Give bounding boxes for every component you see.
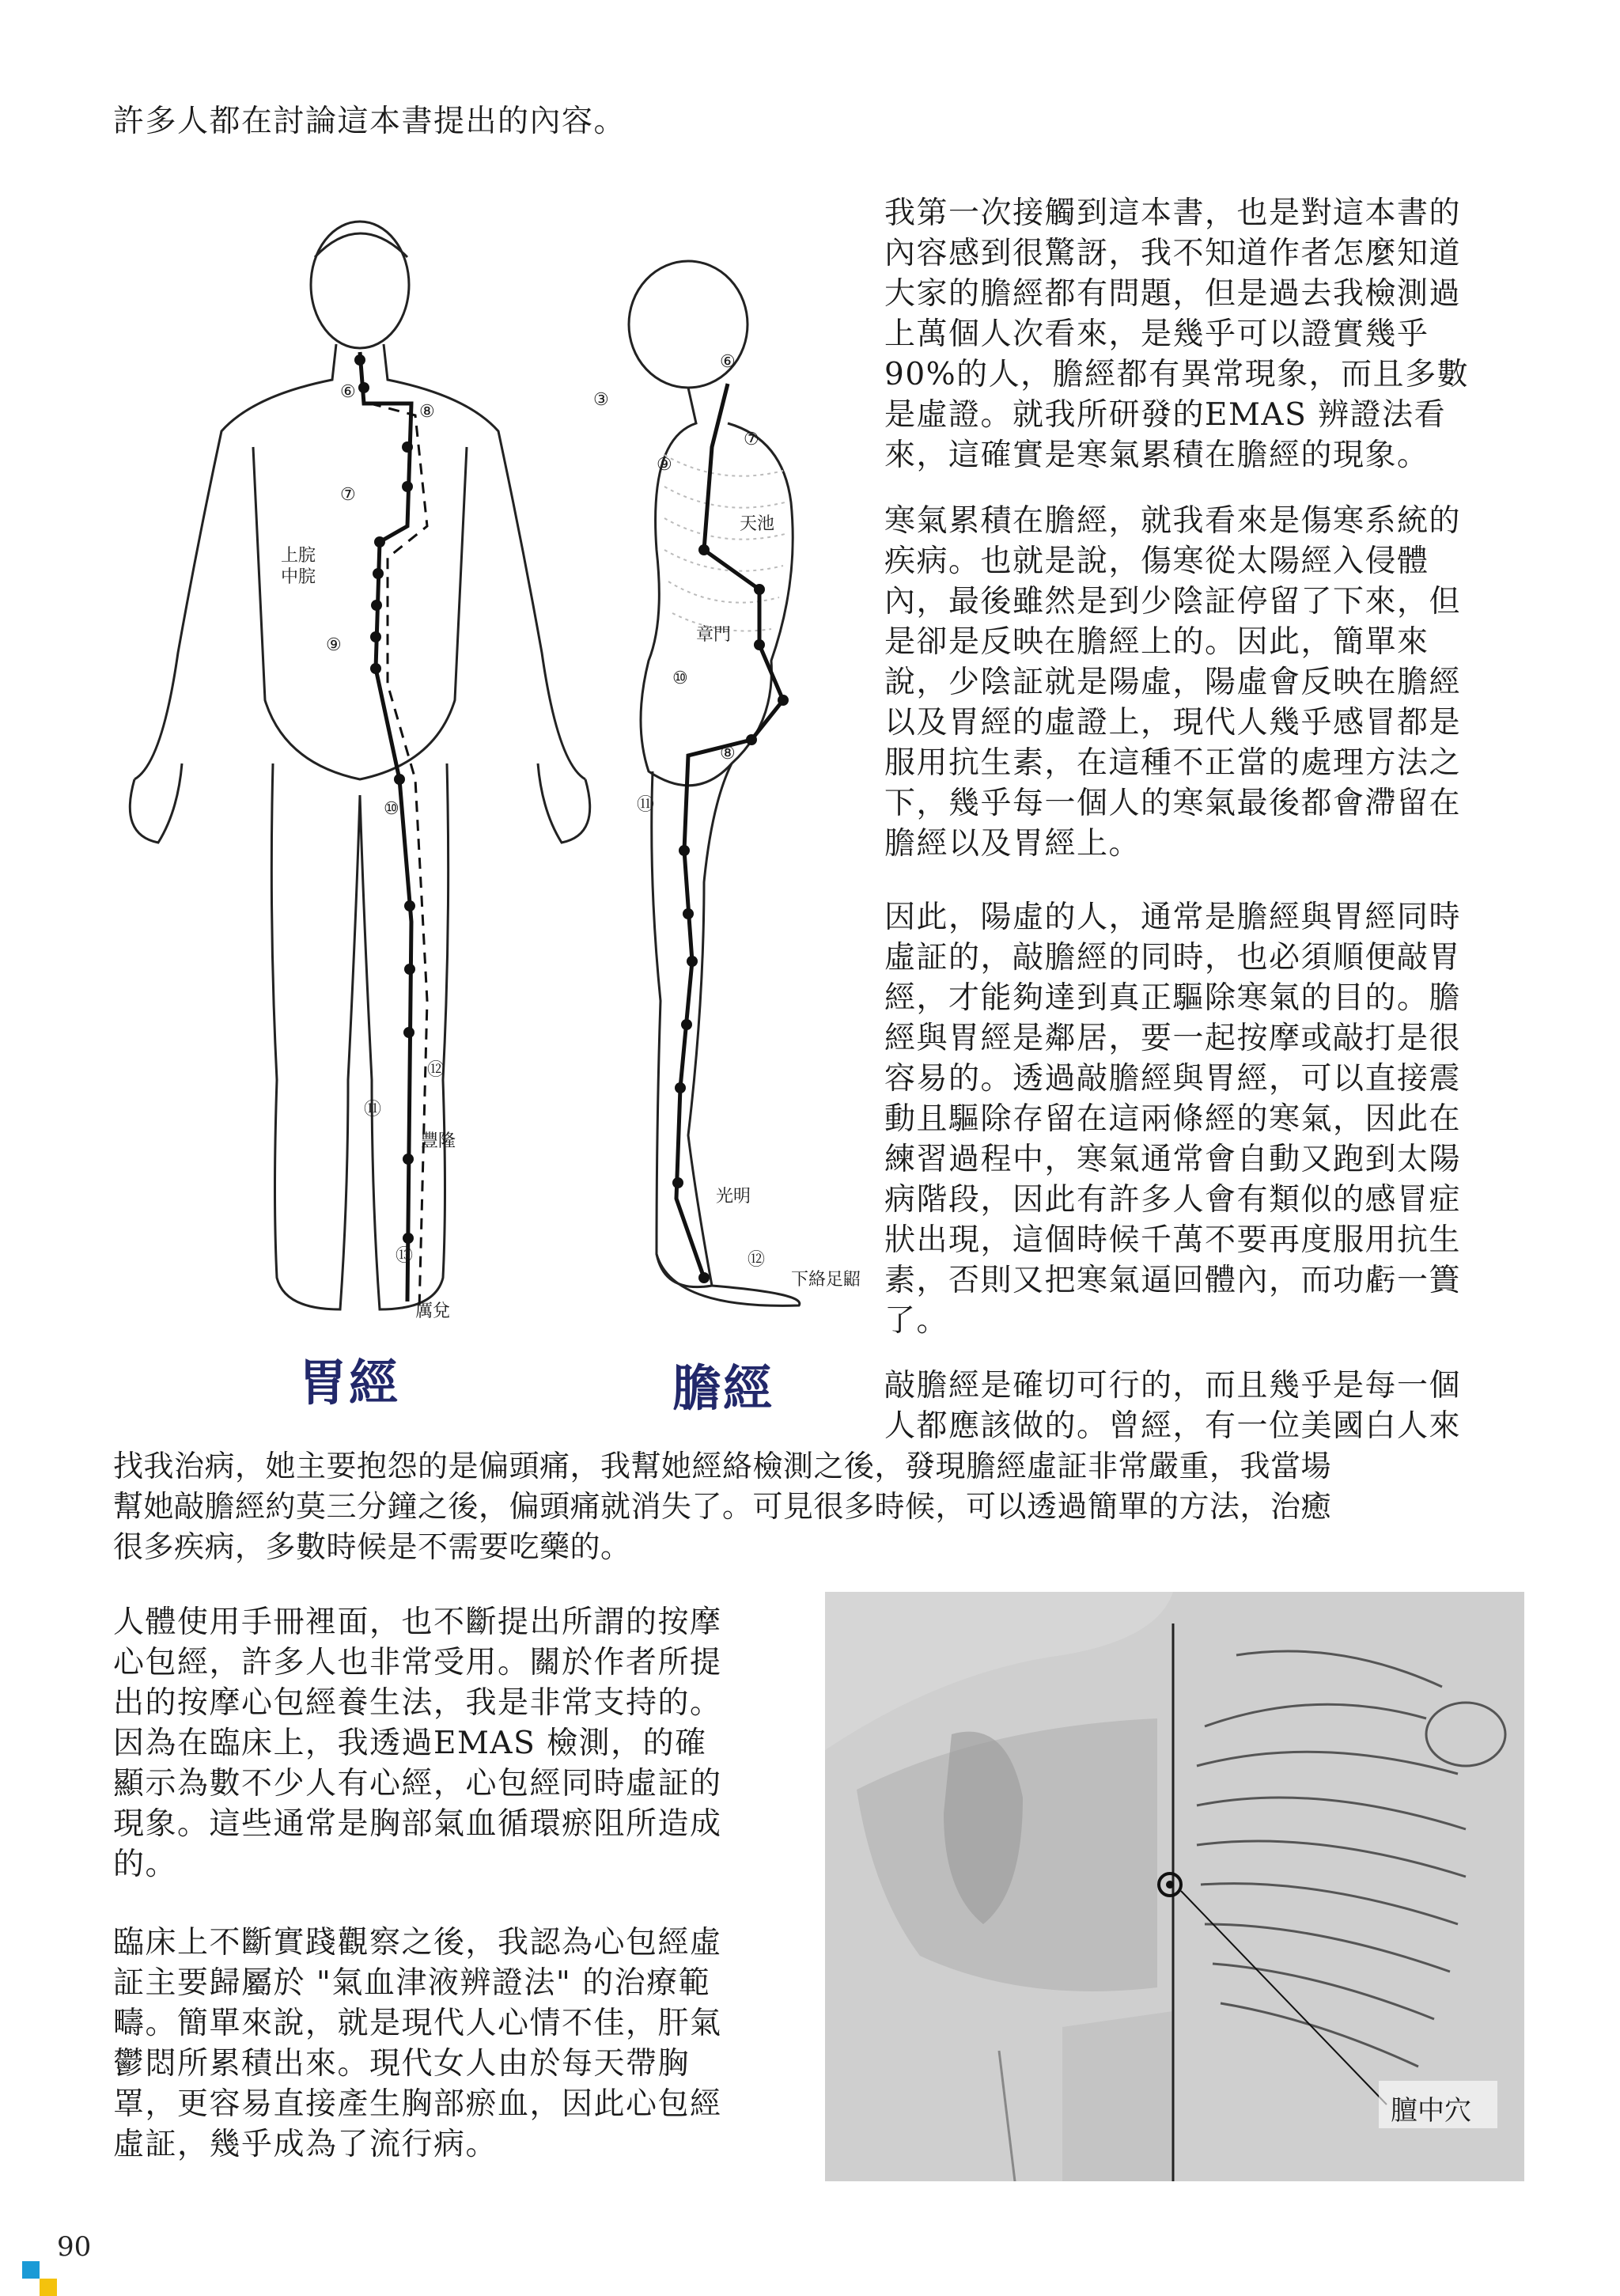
side-labels (593, 249, 862, 1333)
mark-13: ⑬ (396, 1246, 414, 1266)
label-lidui: 厲兌 (415, 1301, 451, 1321)
mark-7: ⑦ (744, 430, 759, 449)
stomach-meridian-caption: 胃經 (298, 1354, 400, 1411)
front-labels (103, 210, 593, 1333)
label-zhongwan: 中脘 (281, 567, 316, 587)
label-shangwan: 上脘 (281, 546, 316, 566)
mark-12: ⑫ (748, 1250, 766, 1270)
label-tanzhong: 膻中穴 (1391, 2095, 1471, 2127)
paragraph-5: 人體使用手冊裡面，也不斷提出所謂的按摩 心包經，許多人也非常受用。關於作者所提 出的按摩心包經養生法，我是非常支持的。 因為在臨床上，我透過EMAS 檢測，的確 顯示為數不少人有心經，心包經同時虛証的 現象。這些通常是胸部氣血循環瘀阻所造成 的。 (113, 1605, 722, 1882)
label-xiaxi: 下絡足鼦 (791, 1270, 861, 1290)
intro-line: 許多人都在討論這本書提出的內容。 (113, 104, 626, 139)
label-guangming: 光明 (716, 1187, 751, 1207)
page-number: 90 (57, 2231, 92, 2263)
mark-12: ⑫ (427, 1060, 445, 1080)
mark-9: ⑨ (326, 635, 342, 655)
corner-square-blue (22, 2261, 40, 2279)
paragraph-6: 臨床上不斷實踐觀察之後，我認為心包經虛 証主要歸屬於 "氣血津液辨證法" 的治療範 疇。簡單來說，就是現代人心情不佳，肝氣 鬱悶所累積出來。現代女人由於每天帶胸 罩，更容易直接產生胸部瘀血，因此心包經 虛証，幾乎成為了流行病。 (113, 1925, 722, 2162)
label-zhangmen: 章門 (696, 625, 732, 645)
mark-6: ⑥ (340, 382, 356, 402)
mark-10: ⑩ (672, 669, 688, 688)
mark-6: ⑥ (720, 352, 736, 372)
mark-8: ⑧ (720, 744, 736, 763)
mark-8: ⑧ (419, 402, 435, 422)
paragraph-2: 寒氣累積在膽經，就我看來是傷寒系統的 疾病。也就是說，傷寒從太陽經入侵體 內，最後雖然是到少陰証停留了下來，但 是卻是反映在膽經上的。因此，簡單來 說，少陰証就是陽虛，陽虛會反映在膽經 以及胃經的虛證上，現代人幾乎感冒都是 服用抗生素，在這種不正當的處理方法之 下，幾乎每一個人的寒氣最後都會滯留在 膽經以及胃經上。 (884, 503, 1462, 862)
mark-3: ③ (593, 390, 609, 410)
mark-10: ⑩ (384, 799, 399, 819)
paragraph-4-right: 敲膽經是確切可行的，而且幾乎是每一個 人都應該做的。曾經，有一位美國白人來 (884, 1368, 1462, 1444)
gallbladder-meridian-caption: 膽經 (672, 1359, 774, 1417)
mark-11: ⑪ (364, 1100, 382, 1120)
paragraph-4-full: 找我治病，她主要抱怨的是偏頭痛，我幫她經絡檢測之後，發現膽經虛証非常嚴重，我當場 幫她敲膽經約莫三分鐘之後，偏頭痛就消失了。可見很多時候，可以透過簡單的方法，治癒 很多疾病，多數時候是不需要吃藥的。 (113, 1449, 1332, 1564)
chest-illustration (825, 1592, 1524, 2181)
label-fenglong: 豐隆 (421, 1131, 456, 1151)
corner-square-yellow (40, 2279, 57, 2296)
label-tianchi: 天池 (740, 514, 775, 534)
paragraph-3: 因此，陽虛的人，通常是膽經與胃經同時 虛証的，敲膽經的同時，也必須順便敲胃 經，才能夠達到真正驅除寒氣的目的。膽 經與胃經是鄰居，要一起按摩或敲打是很 容易的。透過敲膽經與胃經，可以直接震 動且驅除存留在這兩條經的寒氣，因此在 練習過程中，寒氣通常會自動又跑到太陽 病階段，因此有許多人會有類似的感冒症 狀出現，這個時候千萬不要再度服用抗生 素，否則又把寒氣逼回體內，而功虧一簣 了。 (884, 900, 1462, 1339)
mark-11: ⑪ (637, 795, 655, 815)
paragraph-1: 我第一次接觸到這本書，也是對這本書的 內容感到很驚訝，我不知道作者怎麼知道 大家的膽經都有問題，但是過去我檢測過 上萬個人次看來，是幾乎可以證實幾乎 90%的人，膽經都有異常現象，而且多數 是虛證。就我所研發的EMAS 辨證法看 來，這確實是寒氣累積在膽經的現象。 (884, 195, 1470, 473)
mark-9: ⑨ (657, 455, 672, 475)
mark-7: ⑦ (340, 485, 356, 505)
